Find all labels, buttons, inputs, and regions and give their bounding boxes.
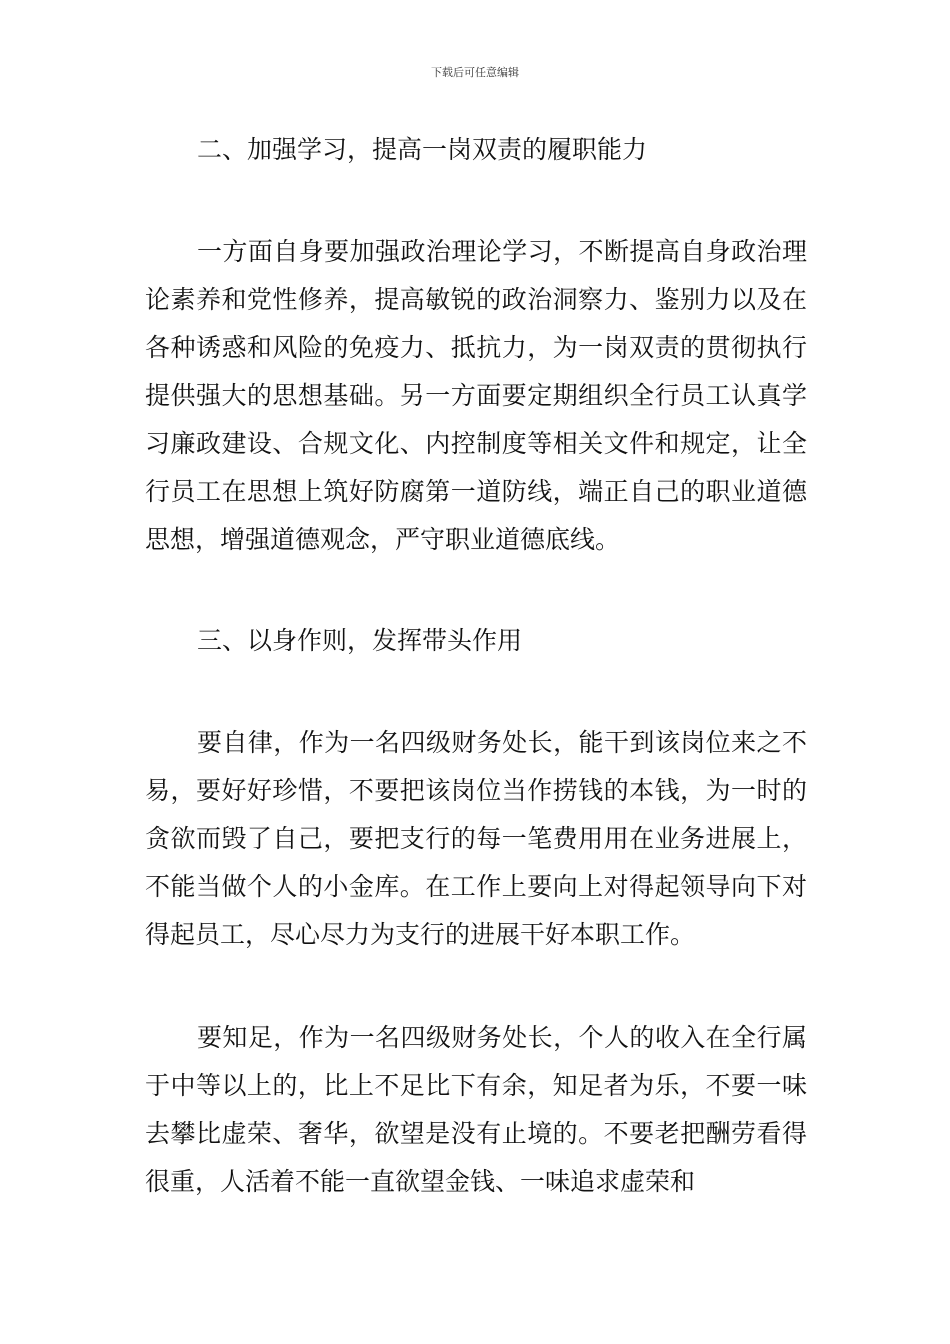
- paragraph-study: 一方面自身要加强政治理论学习，不断提高自身政治理论素养和党性修养，提高敏锐的政治洞察力、鉴别力以及在各种诱惑和风险的免疫力、抵抗力，为一岗双责的贯彻执行提供强大的思想基础。另一方面要定期组织全行员工认真学习廉政建设、合规文化、内控制度等相关文件和规定，让全行员工在思想上筑好防腐第一道防线，端正自己的职业道德思想，增强道德观念，严守职业道德底线。: [145, 237, 807, 554]
- header-note: 下载后可任意编辑: [431, 66, 519, 79]
- document-body: [145, 128, 807, 1206]
- section-heading-3: 三、以身作则，发挥带头作用: [197, 626, 523, 655]
- paragraph-contentment: 要知足，作为一名四级财务处长，个人的收入在全行属于中等以上的，比上不足比下有余，知足者为乐，不要一味去攀比虚荣、奢华，欲望是没有止境的。不要老把酬劳看得很重，人活着不能一直欲望金钱、一味追求虚荣和: [145, 1023, 807, 1196]
- paragraph-self-discipline: 要自律，作为一名四级财务处长，能干到该岗位来之不易，要好好珍惜，不要把该岗位当作捞钱的本钱，为一时的贪欲而毁了自己，要把支行的每一笔费用用在业务进展上，不能当做个人的小金库。在工作上要向上对得起领导向下对得起员工，尽心尽力为支行的进展干好本职工作。: [145, 728, 807, 949]
- section-heading-2: 二、加强学习，提高一岗双责的履职能力: [197, 135, 648, 164]
